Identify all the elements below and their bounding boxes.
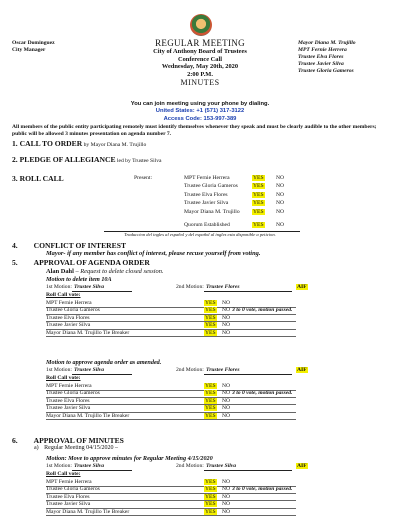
item-number: 3. <box>12 174 18 183</box>
minutes-heading: MINUTES <box>180 78 220 88</box>
item-title: CALL TO ORDER <box>19 139 83 148</box>
header-left <box>12 40 55 54</box>
roll-call-vote-label: Roll Call vote: <box>46 292 81 298</box>
vote-yes: YES <box>205 307 216 314</box>
agenda-request <box>46 268 164 275</box>
quorum-no: NO <box>276 222 285 228</box>
vote-yes: YES <box>205 390 216 397</box>
vote-no: NO <box>222 300 231 306</box>
vote-yes: YES <box>205 329 216 336</box>
conflict-note <box>46 250 260 257</box>
item-agenda-order <box>12 258 150 267</box>
roll-yes: YES <box>253 191 264 198</box>
vote-name: Trustee Gloria Gameros <box>46 307 100 314</box>
vote-name: Trustee Gloria Gameros <box>46 390 100 397</box>
item-number: 2. <box>12 155 18 164</box>
city-seal-icon <box>190 14 212 36</box>
underline <box>72 374 132 375</box>
roll-yes-cell <box>252 200 265 207</box>
roll-yes: YES <box>253 175 264 181</box>
minutes-subitem <box>34 445 118 452</box>
phone-info <box>80 101 320 123</box>
aif-badge: AIF <box>297 284 307 290</box>
vote-name: Trustee Javier Silva <box>46 322 91 329</box>
motion-title: Motion to delete item 10A <box>46 276 112 283</box>
meeting-date: Wednesday, May 20th, 2020 <box>161 63 239 71</box>
roll-name: Trustee Javier Silva <box>184 200 229 207</box>
roll-name: Trustee Gloria Gameros <box>184 183 238 190</box>
roll-no: NO <box>276 183 285 190</box>
roll-no: NO <box>276 191 285 198</box>
request-text: – Request to delete closed session. <box>73 268 164 275</box>
underline <box>72 291 132 292</box>
vote-yes-cell <box>204 300 217 307</box>
vote-name: Mayor Diana M. Trujillo Tie Breaker <box>46 329 130 336</box>
vote-name: MPT Fernie Herrera <box>46 300 92 306</box>
vote-yes-cell <box>204 398 217 405</box>
vote-yes-cell <box>204 330 217 337</box>
vote-yes-cell <box>204 390 217 397</box>
quorum-yes: YES <box>253 222 264 228</box>
roll-yes-cell <box>252 209 265 216</box>
vote-name: Trustee Elva Flores <box>46 314 90 321</box>
vote-yes-cell <box>204 501 217 508</box>
second-motion-name: Trustee Flores <box>206 284 240 290</box>
item-title: APPROVAL OF MINUTES <box>33 436 124 445</box>
meeting-header <box>110 38 290 87</box>
access-code: Access Code: 153-997-389 <box>163 115 237 122</box>
roll-no: NO <box>276 200 285 207</box>
first-motion-label: 1st Motion: <box>46 463 72 469</box>
vote-yes: YES <box>205 412 216 419</box>
conflict-text: Mayor- if any member has conflict of interest, please recuse yourself from voting. <box>46 250 261 257</box>
vote-name: MPT Fernie Herrera <box>46 479 92 485</box>
subitem-text: Regular Meeting 04/15/2020 – <box>44 445 118 451</box>
underline <box>204 374 292 375</box>
vote-no: NO <box>222 479 231 485</box>
item-detail: by Mayor Diana M. Trujillo <box>82 142 147 148</box>
item-number: 6. <box>12 436 18 445</box>
item-roll-call <box>12 174 64 183</box>
vote-name: Trustee Javier Silva <box>46 405 91 412</box>
translation-note: Traduccion del ingles al español y del español al ingles esta disponible a peticion. <box>124 232 276 237</box>
meeting-time: 2:00 P.M. <box>187 70 213 78</box>
vote-no: NO <box>222 322 231 329</box>
first-motion-name: Trustee Silva <box>74 463 105 469</box>
motion-title: Motion to approve agenda order as amended. <box>46 359 162 366</box>
vote-yes: YES <box>205 300 216 306</box>
vote-name: Trustee Javier Silva <box>46 501 91 508</box>
roll-name: MPT Fernie Herrera <box>184 175 230 181</box>
first-motion-label: 1st Motion: <box>46 367 72 373</box>
vote-name: Mayor Diana M. Trujillo Tie Breaker <box>46 412 130 419</box>
vote-yes-cell <box>204 383 217 390</box>
meeting-title: REGULAR MEETING <box>155 38 245 48</box>
second-motion-label: 2nd Motion: <box>176 284 204 290</box>
roll-yes: YES <box>253 200 264 207</box>
vote-yes-cell <box>204 322 217 329</box>
vote-yes: YES <box>205 383 216 389</box>
vote-name: Trustee Elva Flores <box>46 493 90 500</box>
item-number: 1. <box>12 139 18 148</box>
underline <box>204 291 292 292</box>
vote-yes: YES <box>205 397 216 404</box>
board-name: City of Anthony Board of Trustees <box>153 48 247 55</box>
item-call-to-order <box>12 139 146 149</box>
roll-yes-cell <box>252 192 265 199</box>
roll-name: Mayor Diana M. Trujillo <box>184 208 240 215</box>
item-pledge <box>12 155 162 165</box>
item-title: CONFLICT OF INTEREST <box>33 241 127 250</box>
vote-no: NO <box>222 390 231 397</box>
vote-note: 3 to 0 vote, motion passed. <box>232 307 293 314</box>
second-motion-label: 2nd Motion: <box>176 463 204 469</box>
vote-yes-cell <box>204 405 217 412</box>
vote-note: 3 to 0 vote, motion passed. <box>232 486 293 493</box>
vote-yes-cell <box>204 413 217 420</box>
phone-intro: You can join meeting using your phone by dialing. <box>130 101 270 107</box>
motion-title: Motion: Move to approve minutes for Regular Meeting 4/15/2020 <box>46 455 213 462</box>
subitem-letter: a) <box>34 445 39 451</box>
vote-no: NO <box>222 307 231 314</box>
roll-yes-cell <box>252 175 265 182</box>
underline <box>204 470 292 471</box>
underline <box>72 470 132 471</box>
aif-cell <box>296 284 308 291</box>
vote-no: NO <box>222 405 231 412</box>
vote-yes-cell <box>204 315 217 322</box>
first-motion-name: Trustee Silva <box>74 284 105 290</box>
trustee-list-item: Trustee Elva Flores <box>298 54 344 60</box>
item-title: PLEDGE OF ALLEGIANCE <box>19 155 116 164</box>
vote-yes: YES <box>205 501 216 508</box>
roll-no: NO <box>276 175 285 181</box>
vote-no: NO <box>222 397 231 404</box>
vote-name: Mayor Diana M. Trujillo Tie Breaker <box>46 508 130 515</box>
item-number: 5. <box>12 258 18 267</box>
trustee-list-item: Mayor Diana M. Trujillo <box>298 40 356 46</box>
vote-no: NO <box>222 501 231 508</box>
aif-cell <box>296 367 308 374</box>
aif-cell <box>296 463 308 470</box>
vote-yes: YES <box>205 486 216 493</box>
vote-yes: YES <box>205 314 216 321</box>
vote-no: NO <box>222 329 231 336</box>
item-approval-minutes <box>12 436 124 445</box>
requester: Alan Dahl <box>46 268 74 275</box>
vote-no: NO <box>222 493 231 500</box>
city-manager-name: Oscar Dominguez <box>12 40 55 46</box>
present-label: Present: <box>134 175 153 181</box>
vote-yes-cell <box>204 307 217 314</box>
phone-number[interactable]: United States: +1 (571) 317-3122 <box>155 108 245 115</box>
header-right <box>298 40 398 75</box>
first-motion-name: Trustee Silva <box>74 367 105 373</box>
roll-yes: YES <box>253 183 264 190</box>
vote-no: NO <box>222 508 231 515</box>
vote-yes-cell <box>204 509 217 516</box>
meeting-format: Conference Call <box>177 55 223 63</box>
quorum-label: Quorum Established <box>184 222 230 228</box>
trustee-list-item: Trustee Gloria Gameros <box>298 68 354 74</box>
vote-note: 3 to 0 vote, motion passed. <box>232 390 293 397</box>
second-motion-name: Trustee Flores <box>206 367 240 373</box>
roll-call-vote-label: Roll Call vote: <box>46 375 81 381</box>
roll-yes-cell <box>252 183 265 190</box>
vote-no: NO <box>222 486 231 493</box>
item-title: APPROVAL OF AGENDA ORDER <box>33 258 150 267</box>
trustee-list-item: Trustee Javier Silva <box>298 61 344 67</box>
aif-badge: AIF <box>297 463 307 469</box>
item-title: ROLL CALL <box>19 174 64 183</box>
vote-yes-cell <box>204 479 217 486</box>
vote-no: NO <box>222 383 231 389</box>
roll-yes: YES <box>253 208 264 215</box>
roll-call-vote-label: Roll Call vote: <box>46 471 81 477</box>
second-motion-name: Trustee Silva <box>206 463 237 469</box>
item-number: 4. <box>12 241 18 250</box>
vote-no: NO <box>222 314 231 321</box>
city-manager-title: City Manager <box>12 47 46 53</box>
vote-name: MPT Fernie Herrera <box>46 383 92 389</box>
trustee-list-item: MPT Fernie Herrera <box>298 47 347 53</box>
vote-yes: YES <box>205 493 216 500</box>
item-detail: led by Trustee Silva <box>115 158 162 164</box>
second-motion-label: 2nd Motion: <box>176 367 204 373</box>
vote-no: NO <box>222 412 231 419</box>
vote-yes: YES <box>205 508 216 515</box>
aif-badge: AIF <box>297 367 307 373</box>
vote-yes-cell <box>204 494 217 501</box>
roll-no: NO <box>276 208 285 215</box>
first-motion-label: 1st Motion: <box>46 284 72 290</box>
vote-yes-cell <box>204 486 217 493</box>
vote-name: Trustee Elva Flores <box>46 397 90 404</box>
vote-yes: YES <box>205 322 216 329</box>
roll-name: Trustee Elva Flores <box>184 191 228 198</box>
public-notice: All members of the public entity participating remotely must identify themselves whenever they speak and must be clearly audible to the other members; public will be allowed 3 minutes presentation on agenda number 7. <box>12 124 377 137</box>
vote-yes: YES <box>205 479 216 485</box>
vote-name: Trustee Gloria Gameros <box>46 486 100 493</box>
item-conflict <box>12 241 126 250</box>
vote-yes: YES <box>205 405 216 412</box>
